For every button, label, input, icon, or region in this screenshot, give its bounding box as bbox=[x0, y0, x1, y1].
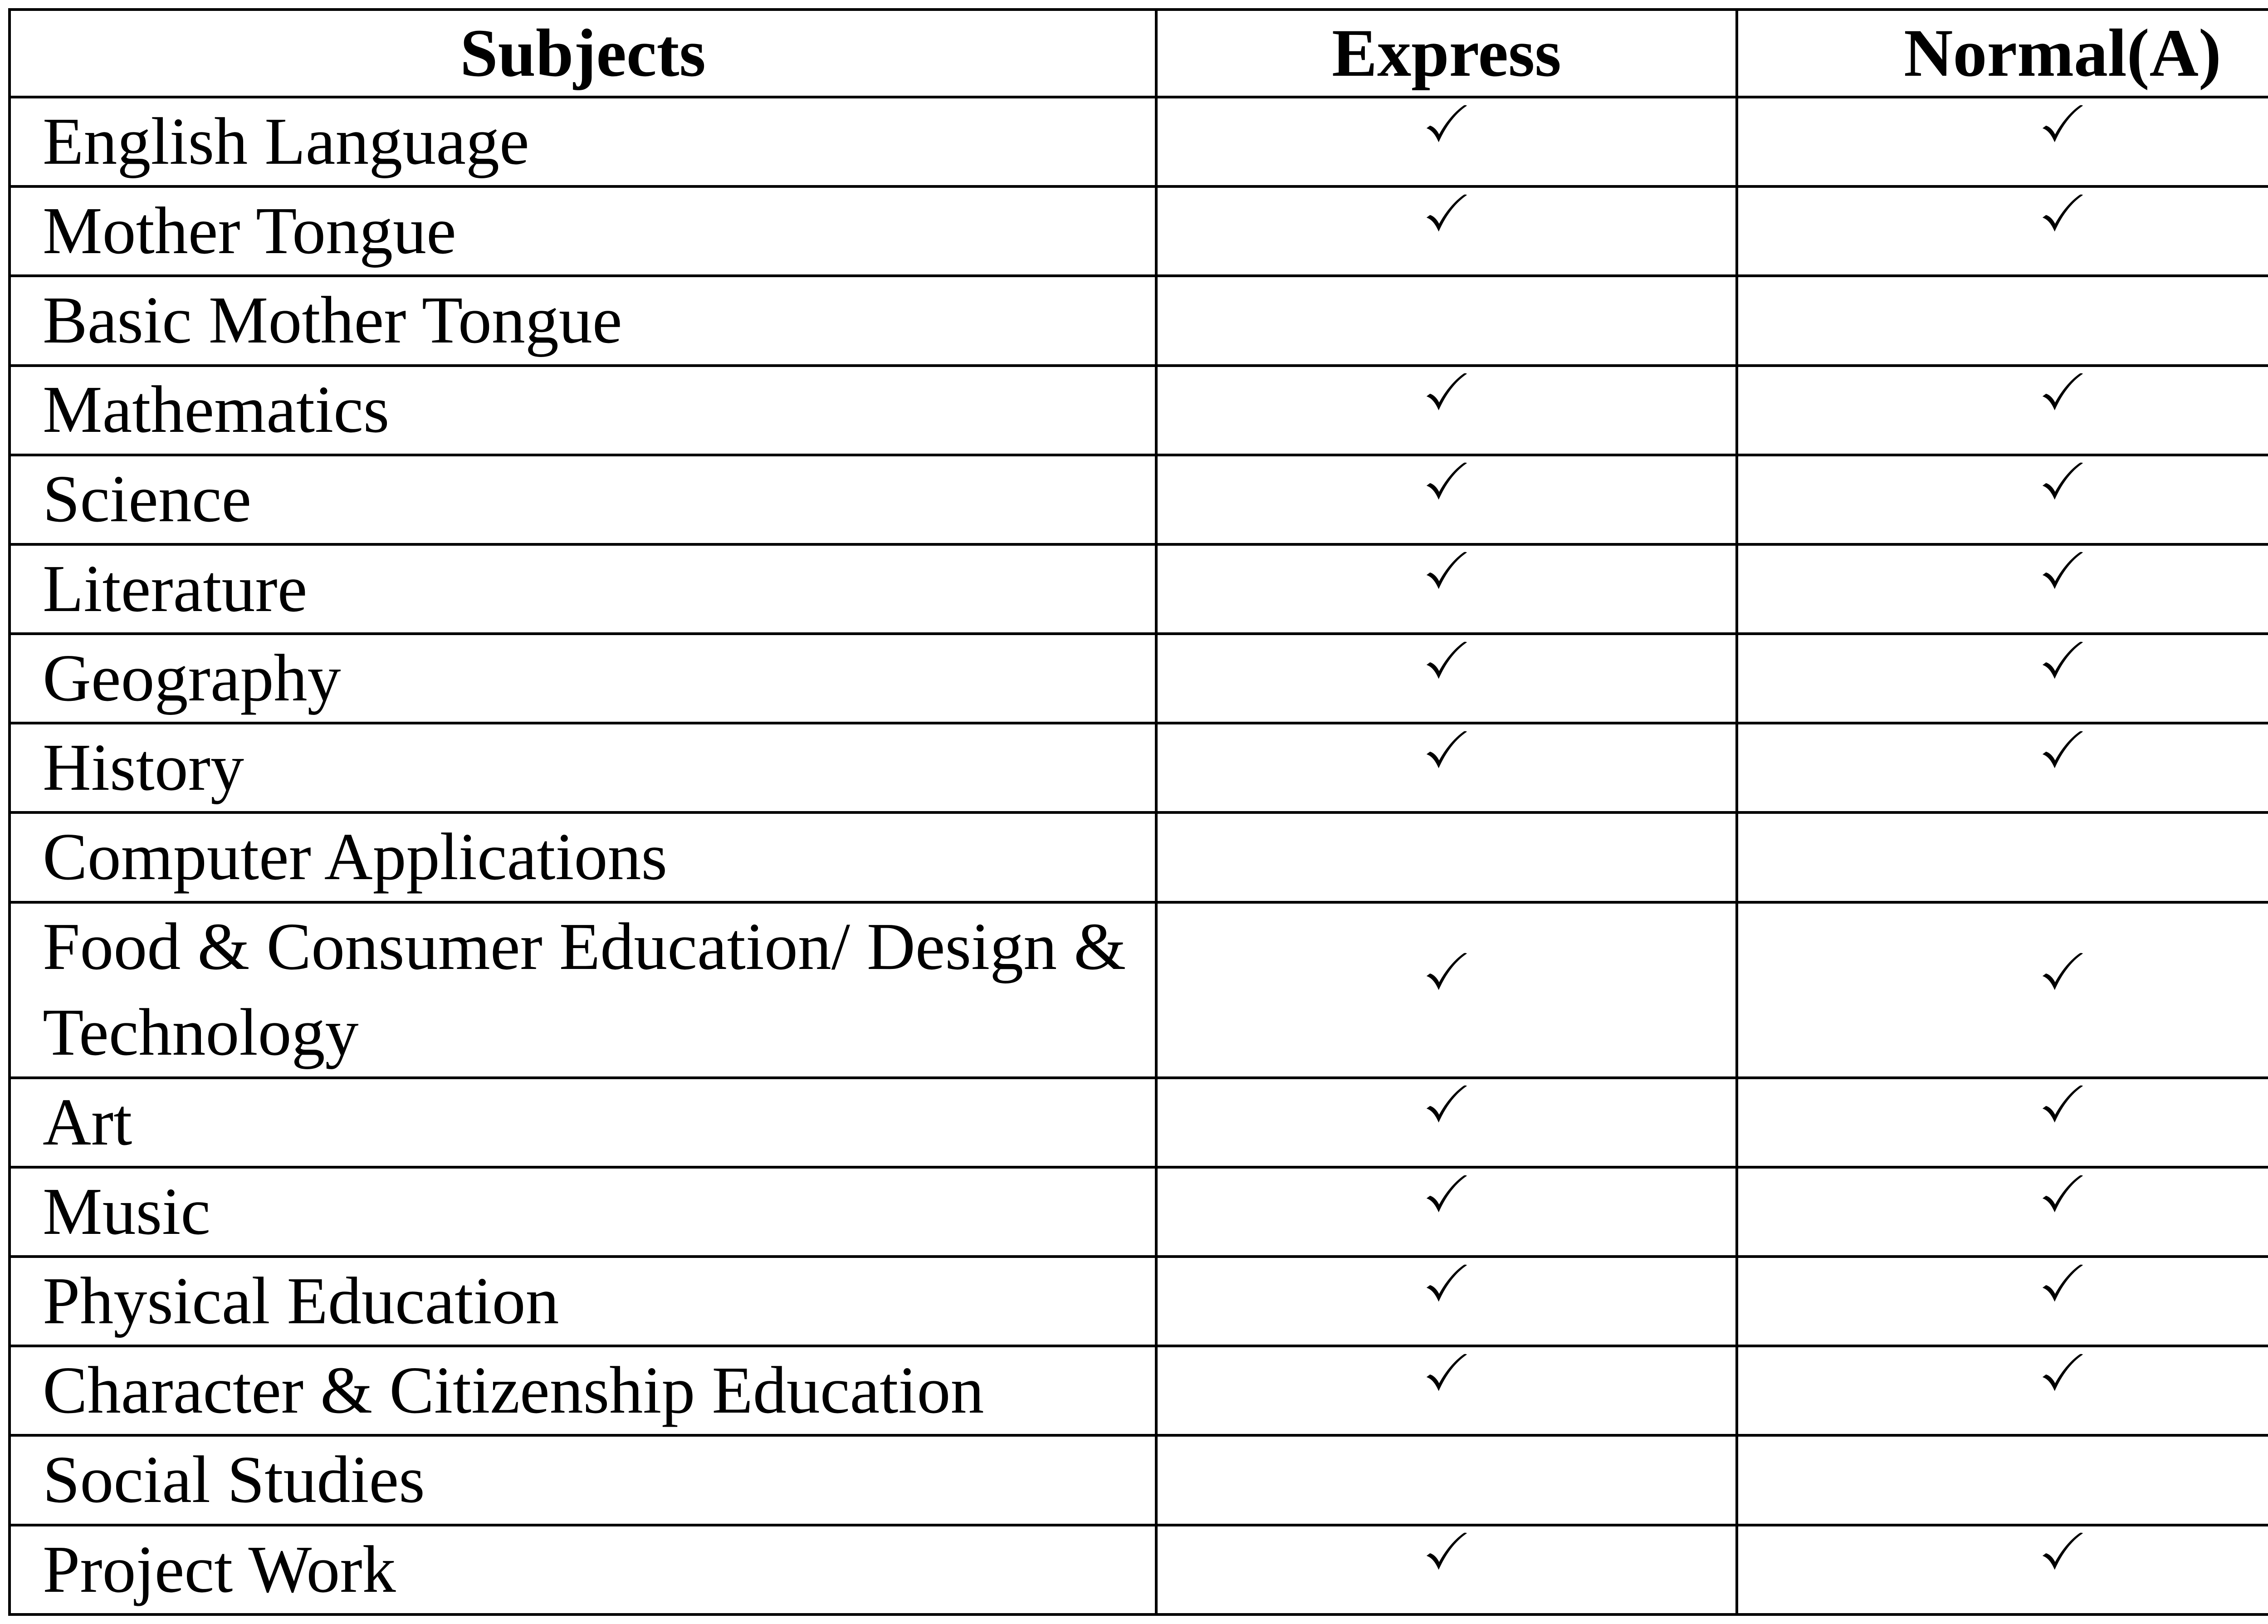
mark-cell-express bbox=[1156, 366, 1737, 455]
check-icon bbox=[2041, 550, 2084, 595]
check-icon bbox=[1425, 1262, 1468, 1308]
table-row bbox=[10, 723, 2268, 812]
check-icon bbox=[2041, 192, 2084, 238]
subject-cell: Art bbox=[10, 1078, 1156, 1167]
mark-cell-normal-a bbox=[1737, 544, 2268, 634]
mark-cell-normal-a bbox=[1737, 902, 2268, 1078]
table-row bbox=[10, 1525, 2268, 1614]
table-row bbox=[10, 186, 2268, 276]
mark-cell-normal-a bbox=[1737, 1435, 2268, 1525]
check-icon bbox=[1425, 1083, 1468, 1129]
check-icon bbox=[1425, 371, 1468, 416]
mark-cell-normal-a bbox=[1737, 455, 2268, 544]
mark-cell-normal-a bbox=[1737, 1525, 2268, 1614]
check-icon bbox=[2041, 640, 2084, 685]
header-row bbox=[10, 10, 2268, 97]
check-icon bbox=[1425, 192, 1468, 238]
mark-cell-normal-a bbox=[1737, 1167, 2268, 1257]
check-icon bbox=[2041, 371, 2084, 416]
subject-cell: Basic Mother Tongue bbox=[10, 276, 1156, 365]
mark-cell-express bbox=[1156, 544, 1737, 634]
mark-cell-express bbox=[1156, 1435, 1737, 1525]
table-row bbox=[10, 1346, 2268, 1435]
subject-cell: Science bbox=[10, 455, 1156, 544]
subject-cell: Literature bbox=[10, 544, 1156, 634]
check-icon bbox=[2041, 460, 2084, 506]
mark-cell-normal-a bbox=[1737, 723, 2268, 812]
subject-cell: Mother Tongue bbox=[10, 186, 1156, 276]
table-row bbox=[10, 902, 2268, 1078]
check-icon bbox=[2041, 103, 2084, 148]
check-icon bbox=[1425, 951, 1468, 996]
table-row bbox=[10, 97, 2268, 186]
check-icon bbox=[1425, 103, 1468, 148]
mark-cell-express bbox=[1156, 97, 1737, 186]
check-icon bbox=[2041, 1352, 2084, 1397]
subject-cell: Character & Citizenship Education bbox=[10, 1346, 1156, 1435]
column-header-normal-a: Normal(A) bbox=[1737, 10, 2268, 97]
mark-cell-express bbox=[1156, 455, 1737, 544]
subject-cell: Geography bbox=[10, 634, 1156, 723]
mark-cell-express bbox=[1156, 276, 1737, 365]
table-row bbox=[10, 366, 2268, 455]
table-row bbox=[10, 1167, 2268, 1257]
table-row bbox=[10, 1078, 2268, 1167]
check-icon bbox=[2041, 1083, 2084, 1129]
check-icon bbox=[1425, 550, 1468, 595]
column-header-subjects: Subjects bbox=[10, 10, 1156, 97]
mark-cell-normal-a bbox=[1737, 276, 2268, 365]
mark-cell-normal-a bbox=[1737, 1346, 2268, 1435]
subject-cell: Social Studies bbox=[10, 1435, 1156, 1525]
table-body bbox=[10, 97, 2268, 1614]
mark-cell-normal-a bbox=[1737, 366, 2268, 455]
check-icon bbox=[1425, 1531, 1468, 1576]
check-icon bbox=[2041, 951, 2084, 996]
mark-cell-normal-a bbox=[1737, 97, 2268, 186]
mark-cell-normal-a bbox=[1737, 634, 2268, 723]
subject-cell: Project Work bbox=[10, 1525, 1156, 1614]
check-icon bbox=[1425, 729, 1468, 774]
subject-cell: Computer Applications bbox=[10, 812, 1156, 902]
mark-cell-express bbox=[1156, 186, 1737, 276]
table-row bbox=[10, 544, 2268, 634]
mark-cell-normal-a bbox=[1737, 186, 2268, 276]
mark-cell-express bbox=[1156, 723, 1737, 812]
check-icon bbox=[1425, 1352, 1468, 1397]
table-row bbox=[10, 1257, 2268, 1346]
subject-cell: History bbox=[10, 723, 1156, 812]
mark-cell-express bbox=[1156, 1525, 1737, 1614]
check-icon bbox=[2041, 1262, 2084, 1308]
table-row bbox=[10, 812, 2268, 902]
mark-cell-express bbox=[1156, 1167, 1737, 1257]
subject-cell: Food & Consumer Education/ Design & Technology bbox=[10, 902, 1156, 1078]
check-icon bbox=[2041, 1531, 2084, 1576]
table-row bbox=[10, 634, 2268, 723]
check-icon bbox=[1425, 1173, 1468, 1218]
check-icon bbox=[1425, 640, 1468, 685]
mark-cell-express bbox=[1156, 634, 1737, 723]
subject-cell: English Language bbox=[10, 97, 1156, 186]
check-icon bbox=[2041, 1173, 2084, 1218]
mark-cell-express bbox=[1156, 812, 1737, 902]
mark-cell-normal-a bbox=[1737, 1078, 2268, 1167]
table-row bbox=[10, 1435, 2268, 1525]
check-icon bbox=[1425, 460, 1468, 506]
mark-cell-normal-a bbox=[1737, 812, 2268, 902]
mark-cell-express bbox=[1156, 1346, 1737, 1435]
column-header-express: Express bbox=[1156, 10, 1737, 97]
mark-cell-express bbox=[1156, 1078, 1737, 1167]
subject-cell: Physical Education bbox=[10, 1257, 1156, 1346]
subject-cell: Music bbox=[10, 1167, 1156, 1257]
table-header bbox=[10, 10, 2268, 97]
table-row bbox=[10, 276, 2268, 365]
mark-cell-express bbox=[1156, 902, 1737, 1078]
subjects-table bbox=[8, 8, 2268, 1616]
subject-cell: Mathematics bbox=[10, 366, 1156, 455]
check-icon bbox=[2041, 729, 2084, 774]
table-row bbox=[10, 455, 2268, 544]
mark-cell-express bbox=[1156, 1257, 1737, 1346]
mark-cell-normal-a bbox=[1737, 1257, 2268, 1346]
